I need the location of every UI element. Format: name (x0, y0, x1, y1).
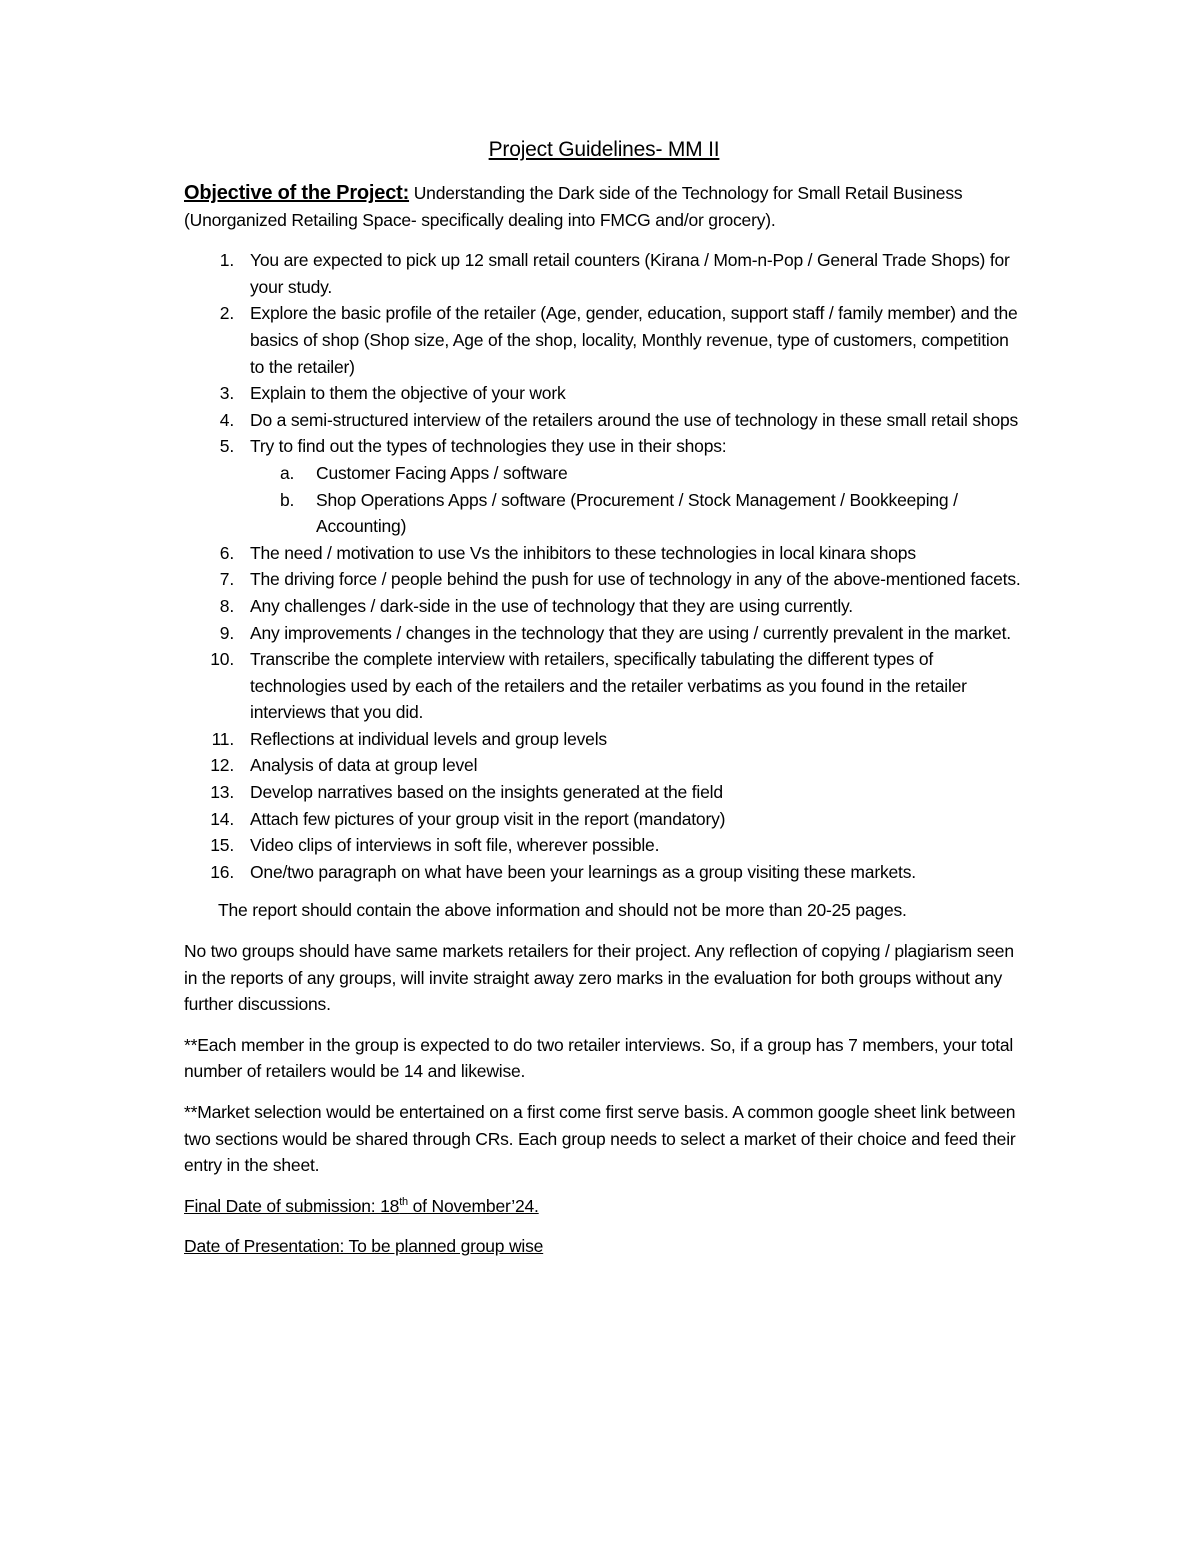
list-item (210, 806, 1024, 833)
list-item-number: 2. (219, 303, 234, 324)
objective-label: Objective of the Project: (184, 182, 410, 204)
sublist-item-letter: b. (280, 489, 295, 510)
list-item (219, 593, 1024, 620)
list-item-number: 11. (211, 728, 234, 749)
final-date-suffix: of November’24. (407, 1195, 539, 1216)
final-date-prefix: Final Date of submission: 18 (184, 1195, 400, 1216)
list-item (210, 832, 1024, 859)
list-item (219, 380, 1024, 407)
presentation-date: Date of Presentation: To be planned group wise (184, 1236, 544, 1257)
guidelines-list (184, 247, 1024, 885)
list-item-number: 12. (210, 755, 234, 776)
report-length-note: The report should contain the above information and should not be more than 20-25 pages. (218, 900, 907, 921)
list-item (219, 300, 1024, 380)
final-submission-date (184, 1193, 1024, 1220)
list-item-number: 16. (210, 861, 234, 882)
list-item (219, 433, 1024, 539)
sublist-item (280, 460, 1024, 487)
sublist-item-letter: a. (280, 462, 295, 483)
list-item-text: Explore the basic profile of the retailer (Age, gender, education, support staff / family member) and the basics of shop (Shop size, Age of the shop, locality, Monthly revenue, type of customers, competition to the retailer) (250, 303, 1018, 377)
list-item-number: 10. (210, 649, 234, 670)
list-item-text: Analysis of data at group level (250, 755, 478, 776)
list-item-text: Video clips of interviews in soft file, wherever possible. (250, 835, 660, 856)
list-item (219, 247, 1024, 300)
list-item-text: Any improvements / changes in the technology that they are using / currently prevalent in the market. (250, 622, 1011, 643)
list-item-number: 4. (219, 409, 234, 430)
list-item-text: Do a semi-structured interview of the retailers around the use of technology in these small retail shops (250, 409, 1019, 430)
list-item-text: Develop narratives based on the insights generated at the field (250, 782, 723, 803)
list-item-number: 8. (219, 595, 234, 616)
list-item-number: 14. (210, 808, 234, 829)
list-item-number: 15. (210, 835, 234, 856)
objective-paragraph (184, 180, 1024, 233)
list-item-number: 1. (219, 250, 234, 271)
list-item-text: Reflections at individual levels and group levels (250, 728, 607, 749)
list-item-text: The driving force / people behind the push for use of technology in any of the above-mentioned facets. (250, 569, 1021, 590)
list-item-text: Attach few pictures of your group visit in the report (mandatory) (250, 808, 726, 829)
list-item-number: 9. (219, 622, 234, 643)
list-item (219, 620, 1024, 647)
plagiarism-paragraph: No two groups should have same markets retailers for their project. Any reflection of copying / plagiarism seen in the reports of any groups, will invite straight away zero marks in the evaluation for both groups without any further discussions. (184, 941, 1014, 1015)
sublist-item-text: Shop Operations Apps / software (Procurement / Stock Management / Bookkeeping / Accounting) (316, 489, 958, 537)
list-item (219, 540, 1024, 567)
list-item-text: Explain to them the objective of your work (250, 383, 566, 404)
list-item-text: The need / motivation to use Vs the inhibitors to these technologies in local kinara shops (250, 542, 916, 563)
list-item-text: Any challenges / dark-side in the use of technology that they are using currently. (250, 595, 853, 616)
list-item-number: 7. (219, 569, 234, 590)
list-item-number: 5. (219, 436, 234, 457)
objective-text: Understanding the Dark side of the Technology for Small Retail Business (Unorganized Retailing Space- specifically dealing into FMCG and/or grocery). (184, 183, 963, 230)
list-item (219, 407, 1024, 434)
final-date-ordinal: th (399, 1195, 408, 1208)
list-item-number: 6. (219, 542, 234, 563)
list-item (210, 752, 1024, 779)
list-item-number: 3. (219, 383, 234, 404)
list-item (210, 646, 1024, 726)
interviews-per-member-paragraph: **Each member in the group is expected to do two retailer interviews. So, if a group has 7 members, your total number of retailers would be 14 and likewise. (184, 1034, 1014, 1082)
list-item (211, 726, 1024, 753)
document-body (184, 136, 1024, 1274)
sublist-item (280, 487, 1024, 540)
list-item-text: You are expected to pick up 12 small retail counters (Kirana / Mom-n-Pop / General Trade Shops) for your study. (250, 250, 1010, 297)
sublist-item-text: Customer Facing Apps / software (316, 462, 568, 483)
page-title: Project Guidelines- MM II (488, 138, 720, 161)
list-item (210, 779, 1024, 806)
list-item-text: Transcribe the complete interview with retailers, specifically tabulating the different types of technologies used by each of the retailers and the retailer verbatims as you found in the retailer interviews that you did. (250, 649, 967, 723)
list-item-text: One/two paragraph on what have been your learnings as a group visiting these markets. (250, 861, 916, 882)
list-item (210, 859, 1024, 886)
list-item (219, 566, 1024, 593)
technology-types-sublist (250, 460, 1024, 540)
market-selection-paragraph: **Market selection would be entertained on a first come first serve basis. A common google sheet link between two sections would be shared through CRs. Each group needs to select a market of their choice and feed their entry in the sheet. (184, 1102, 1016, 1176)
list-item-number: 13. (210, 782, 234, 803)
list-item-text: Try to find out the types of technologies they use in their shops: (250, 436, 727, 457)
